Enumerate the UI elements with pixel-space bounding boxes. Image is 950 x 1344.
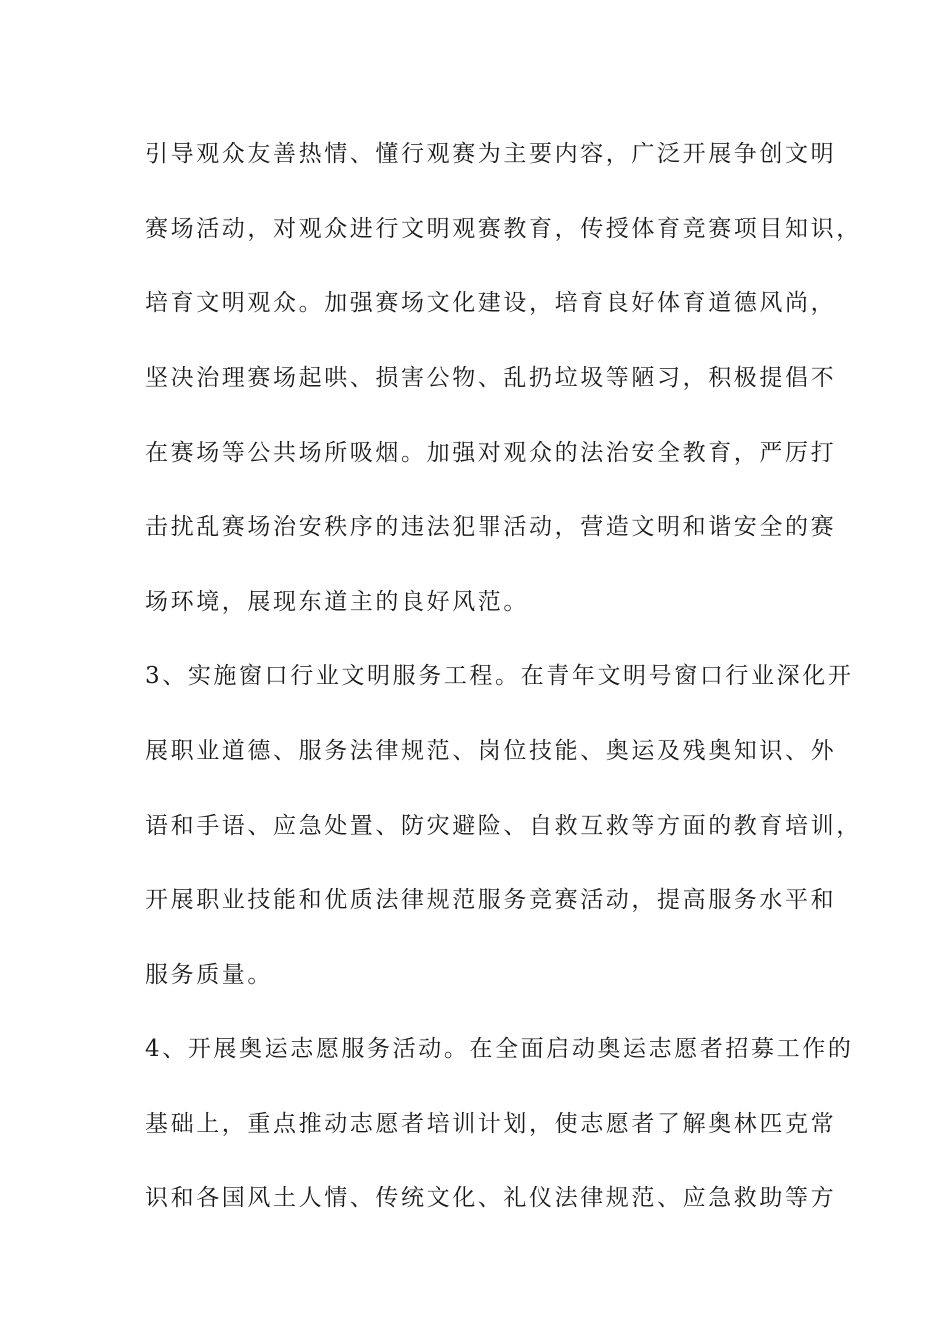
text-line: 引导观众友善热情、懂行观赛为主要内容，广泛开展争创文明 [145, 141, 837, 167]
text-line: 赛场活动，对观众进行文明观赛教育，传授体育竞赛项目知识， [145, 216, 862, 242]
section-heading-4: 4、开展奥运志愿服务活动。在全面启动奥运志愿者招募工作的 [145, 1036, 854, 1062]
text-line: 击扰乱赛场治安秩序的违法犯罪活动，营造文明和谐安全的赛 [145, 514, 837, 540]
text-line: 识和各国风土人情、传统文化、礼仪法律规范、应急救助等方 [145, 1185, 837, 1211]
text-line: 坚决治理赛场起哄、损害公物、乱扔垃圾等陋习，积极提倡不 [145, 365, 837, 391]
text-line: 基础上，重点推动志愿者培训计划，使志愿者了解奥林匹克常 [145, 1111, 837, 1137]
text-line: 服务质量。 [145, 962, 273, 988]
text-line: 语和手语、应急处置、防灾避险、自救互救等方面的教育培训， [145, 813, 862, 839]
section-heading-3: 3、实施窗口行业文明服务工程。在青年文明号窗口行业深化开 [145, 663, 854, 689]
text-line: 场环境，展现东道主的良好风范。 [145, 589, 529, 615]
text-line: 开展职业技能和优质法律规范服务竞赛活动，提高服务水平和 [145, 887, 837, 913]
text-line: 培育文明观众。加强赛场文化建设，培育良好体育道德风尚， [145, 290, 837, 316]
text-line: 在赛场等公共场所吸烟。加强对观众的法治安全教育，严厉打 [145, 440, 837, 466]
text-line: 展职业道德、服务法律规范、岗位技能、奥运及残奥知识、外 [145, 738, 837, 764]
